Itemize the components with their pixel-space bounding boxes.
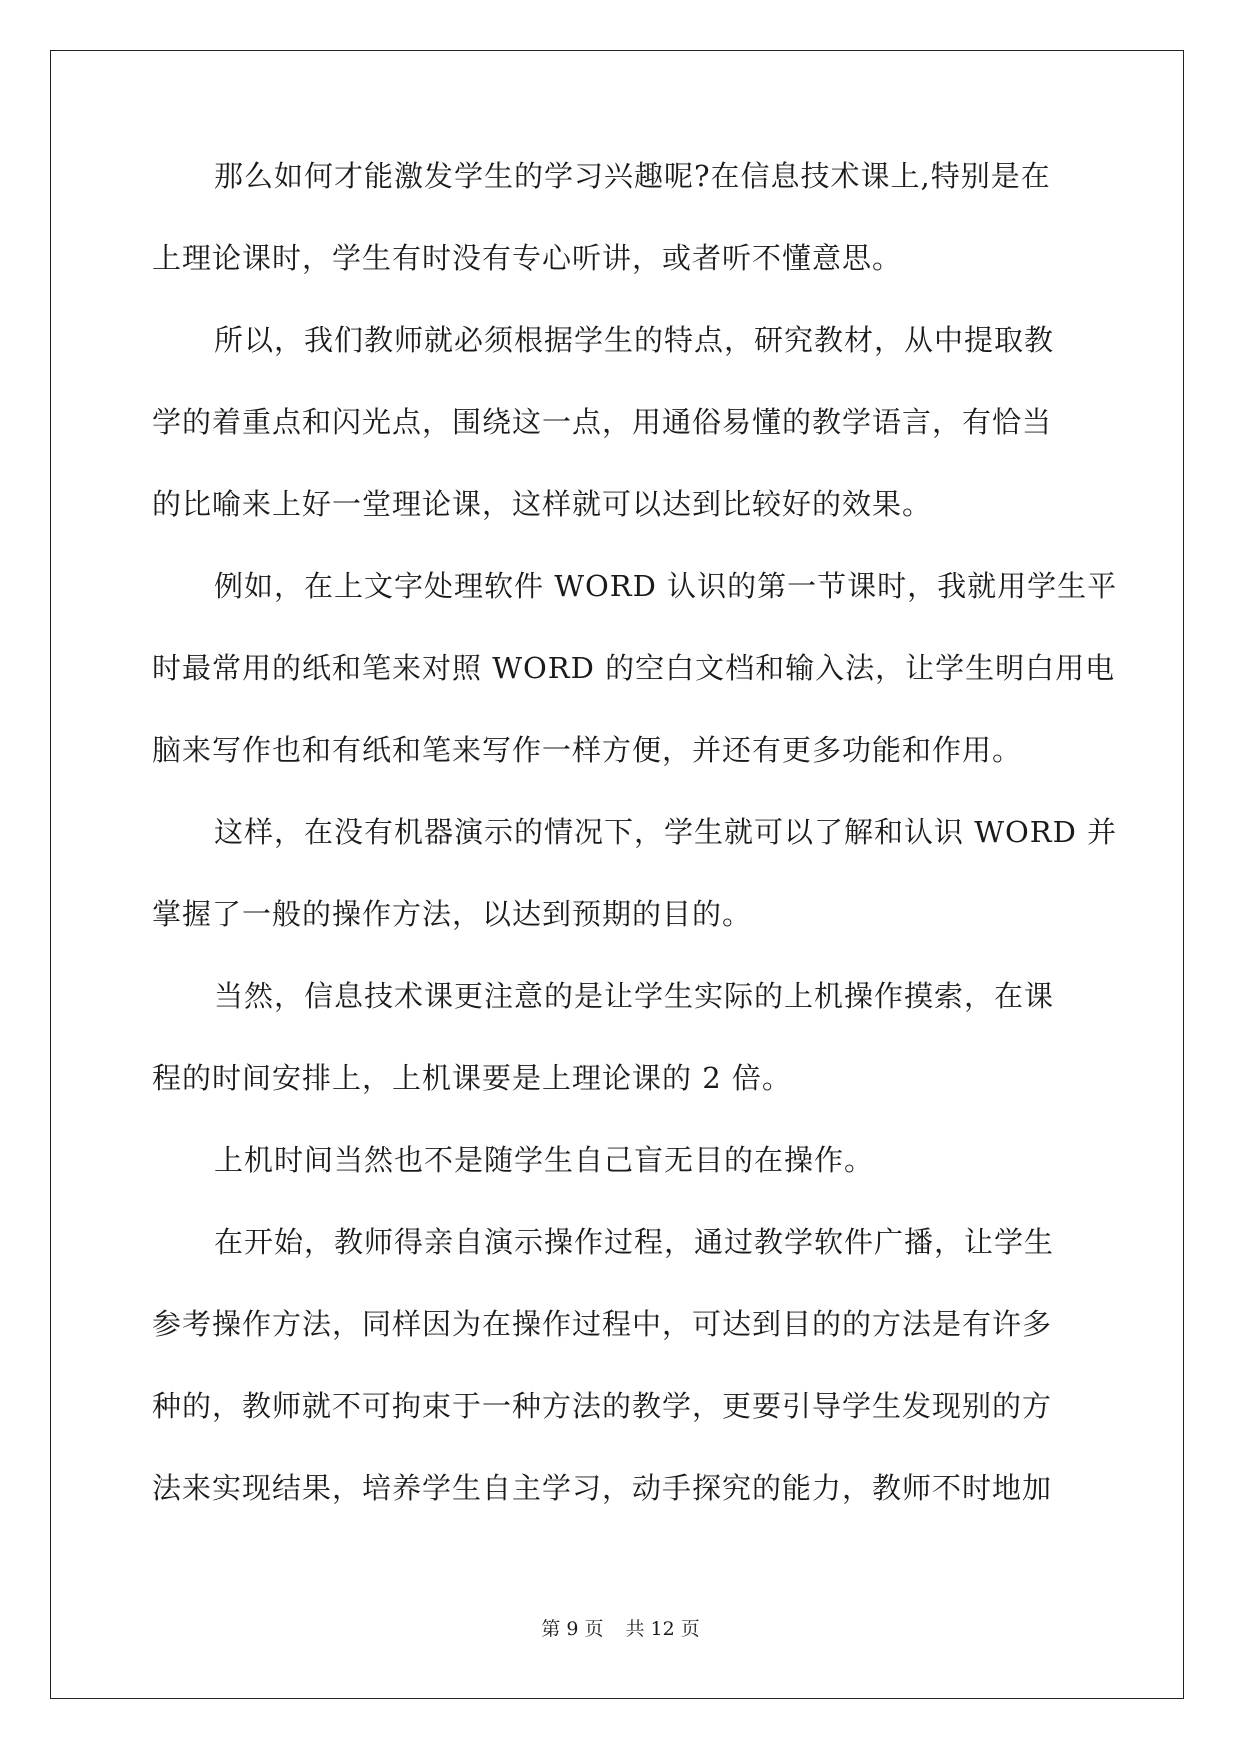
text-line: 法来实现结果，培养学生自主学习，动手探究的能力，教师不时地加 — [152, 1471, 1053, 1505]
text-line: 种的，教师就不可拘束于一种方法的教学，更要引导学生发现别的方 — [152, 1389, 1053, 1423]
text-line: 这样，在没有机器演示的情况下，学生就可以了解和认识 WORD 并 — [214, 815, 1118, 849]
text-line: 上理论课时，学生有时没有专心听讲，或者听不懂意思。 — [152, 241, 903, 275]
page-total: 共 12 页 — [625, 1618, 700, 1640]
text-line: 学的着重点和闪光点，围绕这一点，用通俗易懂的教学语言，有恰当 — [152, 405, 1053, 439]
text-line: 上机时间当然也不是随学生自己盲无目的在操作。 — [214, 1143, 875, 1177]
text-line: 时最常用的纸和笔来对照 WORD 的空白文档和输入法，让学生明白用电 — [152, 651, 1116, 685]
document-body — [152, 158, 1118, 1507]
text-line: 参考操作方法，同样因为在操作过程中，可达到目的的方法是有许多 — [152, 1307, 1053, 1341]
text-line: 例如，在上文字处理软件 WORD 认识的第一节课时，我就用学生平 — [214, 569, 1118, 603]
text-line: 所以，我们教师就必须根据学生的特点，研究教材，从中提取教 — [214, 323, 1055, 357]
page-number: 第 9 页 — [541, 1618, 604, 1640]
text-line: 在开始，教师得亲自演示操作过程，通过教学软件广播，让学生 — [214, 1225, 1055, 1259]
text-line: 掌握了一般的操作方法，以达到预期的目的。 — [152, 897, 753, 931]
text-line: 当然，信息技术课更注意的是让学生实际的上机操作摸索，在课 — [214, 979, 1055, 1013]
text-line: 的比喻来上好一堂理论课，这样就可以达到比较好的效果。 — [152, 487, 933, 521]
text-line: 脑来写作也和有纸和笔来写作一样方便，并还有更多功能和作用。 — [152, 733, 1023, 767]
text-line: 程的时间安排上，上机课要是上理论课的 2 倍。 — [152, 1061, 792, 1095]
page-footer — [0, 1614, 1241, 1641]
text-line: 那么如何才能激发学生的学习兴趣呢?在信息技术课上,特别是在 — [214, 159, 1051, 193]
